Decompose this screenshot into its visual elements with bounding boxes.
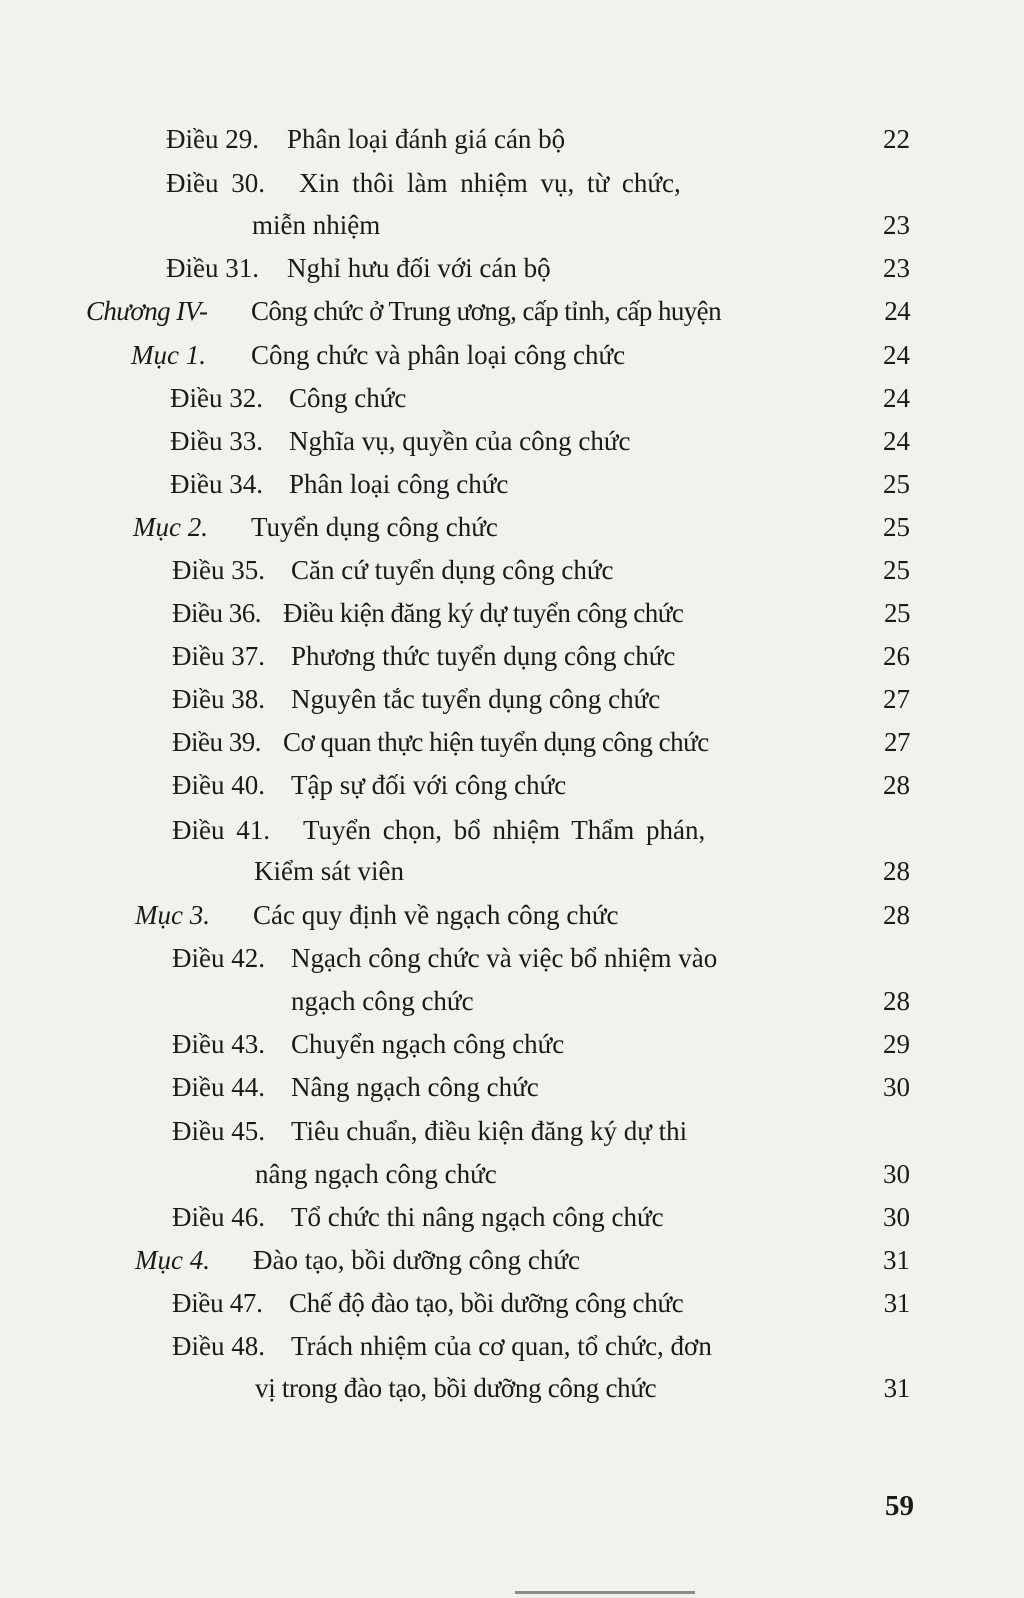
toc-entry-label: Điều 47. [172, 1288, 263, 1318]
toc-entry-page: 28 [883, 770, 910, 800]
toc-entry-page: 27 [884, 727, 910, 757]
toc-entry-page: 24 [883, 340, 910, 370]
toc-entry-text: Phân loại đánh giá cán bộ [287, 124, 566, 154]
toc-entry-page: 30 [883, 1072, 910, 1102]
toc-entry-text: Căn cứ tuyển dụng công chức [291, 555, 614, 585]
toc-entry-label: Điều 41. [172, 815, 270, 845]
toc-entry-label: Điều 43. [172, 1029, 265, 1059]
toc-entry-text: Nguyên tắc tuyển dụng công chức [291, 684, 661, 714]
toc-entry-label: Điều 44. [172, 1072, 265, 1102]
toc-entry-text: Chuyển ngạch công chức [291, 1029, 565, 1059]
toc-entry-page: 28 [883, 856, 910, 886]
toc-entry-label: Điều 48. [172, 1331, 265, 1361]
toc-entry-text: Nghĩa vụ, quyền của công chức [289, 426, 631, 456]
toc-entry-label: Điều 30. [166, 168, 265, 198]
toc-entry-text: Xin thôi làm nhiệm vụ, từ chức, [299, 168, 681, 198]
toc-entry-label: Điều 33. [170, 426, 263, 456]
toc-entry-page: 31 [883, 1245, 910, 1275]
toc-entry-label: Điều 37. [172, 641, 265, 671]
toc-entry-page: 30 [883, 1159, 910, 1189]
toc-entry-page: 27 [883, 684, 910, 714]
toc-entry-page: 25 [884, 598, 910, 628]
toc-entry-text: Tập sự đối với công chức [291, 770, 567, 800]
toc-entry-text: Nghỉ hưu đối với cán bộ [287, 253, 551, 283]
toc-entry-page: 22 [883, 124, 910, 154]
toc-entry-page: 28 [883, 986, 910, 1016]
toc-entry-label: Điều 32. [170, 383, 263, 413]
toc-entry-page: 31 [883, 1288, 910, 1318]
toc-section-label: Mục 2. [133, 512, 208, 542]
toc-entry-text: Tiêu chuẩn, điều kiện đăng ký dự thi [291, 1116, 688, 1146]
toc-section-label: Mục 3. [135, 900, 210, 930]
toc-entry-page: 31 [883, 1373, 910, 1403]
toc-entry-page: 30 [883, 1202, 910, 1232]
toc-entry-text: Phân loại công chức [289, 469, 509, 499]
toc-entry-label: Điều 35. [172, 555, 265, 585]
toc-entry-text: Chế độ đào tạo, bồi dưỡng công chức [289, 1288, 684, 1318]
toc-entry-label: Điều 46. [172, 1202, 265, 1232]
toc-entry-label: Điều 29. [166, 124, 259, 154]
toc-entry-label: Điều 40. [172, 770, 265, 800]
toc-chapter-label: Chương IV- [86, 296, 208, 326]
toc-entry-page: 23 [883, 210, 910, 240]
toc-entry-text: miễn nhiệm [252, 210, 381, 240]
toc-section-text: Đào tạo, bồi dưỡng công chức [253, 1245, 580, 1275]
toc-entry-text: Phương thức tuyển dụng công chức [291, 641, 676, 671]
toc-entry-text: Tổ chức thi nâng ngạch công chức [291, 1202, 664, 1232]
toc-entry-text: Ngạch công chức và việc bổ nhiệm vào [291, 943, 718, 973]
toc-entry-text: nâng ngạch công chức [255, 1159, 497, 1189]
toc-entry-text: vị trong đào tạo, bồi dưỡng công chức [255, 1373, 657, 1403]
toc-entry-text: Cơ quan thực hiện tuyển dụng công chức [283, 727, 709, 757]
bottom-rule [515, 1591, 695, 1594]
toc-entry-text: Trách nhiệm của cơ quan, tổ chức, đơn [291, 1331, 712, 1361]
toc-entry-page: 25 [883, 469, 910, 499]
toc-entry-label: Điều 42. [172, 943, 265, 973]
toc-section-label: Mục 1. [131, 340, 206, 370]
toc-chapter-text: Công chức ở Trung ương, cấp tỉnh, cấp huyện [251, 296, 721, 326]
toc-entry-label: Điều 38. [172, 684, 265, 714]
toc-entry-text: ngạch công chức [291, 986, 474, 1016]
toc-entry-page: 25 [883, 512, 910, 542]
toc-section-text: Các quy định về ngạch công chức [253, 900, 619, 930]
toc-entry-page: 24 [884, 296, 910, 326]
toc-entry-page: 29 [883, 1029, 910, 1059]
toc-entry-text: Nâng ngạch công chức [291, 1072, 539, 1102]
toc-entry-label: Điều 39. [172, 727, 261, 757]
toc-entry-label: Điều 31. [166, 253, 259, 283]
toc-entry-page: 25 [883, 555, 910, 585]
toc-entry-page: 26 [883, 641, 910, 671]
toc-entry-label: Điều 34. [170, 469, 263, 499]
toc-entry-text: Kiểm sát viên [254, 856, 404, 886]
toc-entry-label: Điều 45. [172, 1116, 265, 1146]
toc-entry-page: 28 [883, 900, 910, 930]
toc-entry-page: 23 [883, 253, 910, 283]
toc-section-text: Công chức và phân loại công chức [251, 340, 626, 370]
toc-entry-text: Điều kiện đăng ký dự tuyển công chức [283, 598, 684, 628]
toc-entry-label: Điều 36. [172, 598, 261, 628]
page-number: 59 [885, 1490, 914, 1522]
toc-entry-text: Tuyển chọn, bổ nhiệm Thẩm phán, [303, 815, 706, 845]
toc-entry-text: Công chức [289, 383, 407, 413]
toc-section-label: Mục 4. [135, 1245, 210, 1275]
toc-section-text: Tuyển dụng công chức [251, 512, 498, 542]
toc-entry-page: 24 [883, 383, 910, 413]
toc-entry-page: 24 [883, 426, 910, 456]
